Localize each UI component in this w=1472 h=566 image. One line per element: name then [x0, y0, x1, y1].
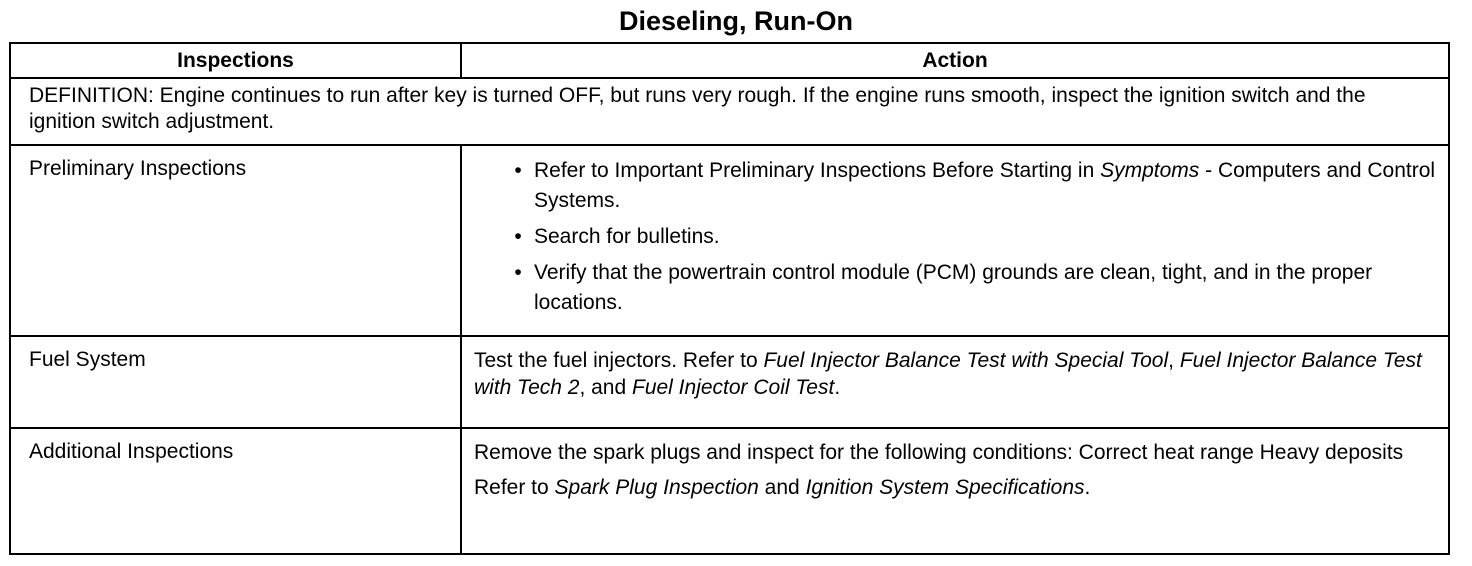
- bullet-italic-ref: Symptoms: [1100, 159, 1200, 182]
- fuel-action-text: [474, 347, 1436, 401]
- diagnostic-table: [9, 42, 1450, 555]
- italic-ref: Fuel Injector Balance Test with Special Tool: [763, 349, 1169, 372]
- header-inspections: Inspections: [10, 43, 461, 78]
- row-label-preliminary: Preliminary Inspections: [10, 145, 461, 336]
- bullet-icon: •: [514, 159, 522, 182]
- text-segment: Test the fuel injectors. Refer to: [474, 349, 764, 372]
- bullet-icon: •: [514, 261, 522, 284]
- text-segment: .: [1084, 476, 1091, 499]
- italic-ref: Spark Plug Inspection: [554, 476, 759, 499]
- bullet-icon: •: [514, 225, 522, 248]
- list-item: [508, 222, 1436, 252]
- list-item: [508, 258, 1436, 318]
- table-row-additional: [10, 428, 1449, 554]
- definition-text: DEFINITION: Engine continues to run after key is turned OFF, but runs very rough. If the engine runs smooth, inspect the ignition switch and the ignition switch adjustment.: [10, 78, 1449, 145]
- header-action: Action: [461, 43, 1449, 78]
- row-label-fuel: Fuel System: [10, 336, 461, 428]
- italic-ref: Ignition System Specifications: [805, 476, 1085, 499]
- action-cell-preliminary: [461, 145, 1449, 336]
- text-segment: , and: [579, 376, 632, 399]
- bullet-text: Verify that the powertrain control module (PCM) grounds are clean, tight, and in the proper locations.: [534, 261, 1373, 314]
- list-item: [508, 156, 1436, 216]
- text-segment: Refer to: [474, 476, 555, 499]
- row-label-additional: Additional Inspections: [10, 428, 461, 554]
- bullet-text: Refer to Important Preliminary Inspections Before Starting in: [534, 159, 1101, 182]
- preliminary-bullet-list: [474, 156, 1436, 318]
- text-segment: .: [834, 376, 841, 399]
- action-cell-additional: [461, 428, 1449, 554]
- page-title: Dieseling, Run-On: [618, 6, 853, 36]
- table-header-row: [10, 43, 1449, 78]
- additional-action-text: Remove the spark plugs and inspect for the following conditions: Correct heat range Heavy deposits: [474, 441, 1404, 464]
- action-cell-fuel: [461, 336, 1449, 428]
- bullet-text: Search for bulletins.: [534, 225, 720, 248]
- text-segment: and: [758, 476, 806, 499]
- italic-ref: Fuel Injector Balance Test with Tech 2: [474, 349, 1422, 399]
- additional-refer-text: [474, 474, 1436, 501]
- table-row-fuel: [10, 336, 1449, 428]
- table-row-preliminary: [10, 145, 1449, 336]
- italic-ref: Fuel Injector Coil Test: [632, 376, 835, 399]
- text-segment: ,: [1168, 349, 1180, 372]
- bullet-text-end: - Computers and Control Systems.: [534, 159, 1436, 212]
- definition-row: [10, 78, 1449, 145]
